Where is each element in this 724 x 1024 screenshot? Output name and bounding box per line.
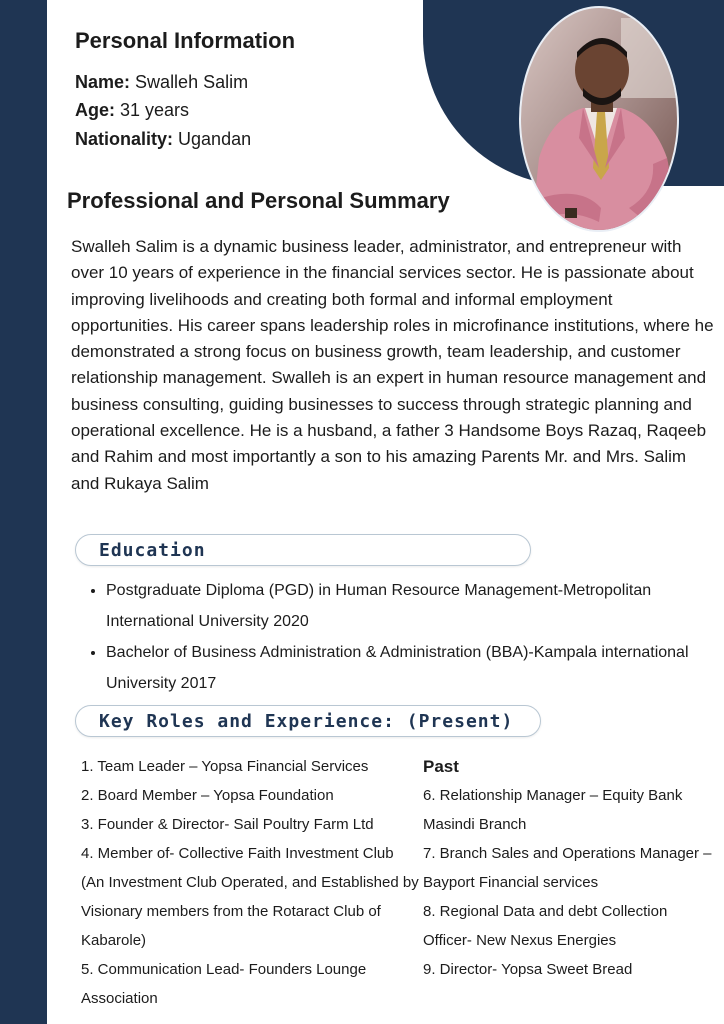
roles-heading: Key Roles and Experience: (Present) [99, 710, 514, 732]
nationality-line [75, 129, 251, 150]
left-accent-bar [0, 0, 47, 1024]
education-list [80, 575, 724, 699]
education-item: • Bachelor of Business Administration & Administration (BBA)-Kampala international University 2017 [106, 637, 724, 699]
role-item: 9. Director- Yopsa Sweet Bread [423, 961, 633, 978]
age-value: 31 years [120, 100, 190, 120]
education-item: • Postgraduate Diploma (PGD) in Human Resource Management-Metropolitan International University 2020 [106, 575, 724, 637]
education-heading: Education [99, 539, 206, 561]
name-line [75, 72, 248, 93]
portrait-photo-icon [521, 8, 679, 232]
role-item: 2. Board Member – Yopsa Foundation [81, 787, 334, 804]
present-roles-list [81, 752, 421, 1013]
past-roles-list [423, 752, 713, 984]
summary-heading: Professional and Personal Summary [67, 188, 450, 213]
nationality-value: Ugandan [178, 129, 252, 149]
summary-text: Swalleh Salim is a dynamic business leader, administrator, and entrepreneur with over 10 years of experience in the financial services sector. He is passionate about improving livelihoods and creating both formal and informal employment opportunities. His career spans leadership roles in microfinance institutions, where he demonstrated a strong focus on business growth, team leadership, and customer relationship management. Swalleh is an expert in human resource management and business consulting, guiding businesses to success through strategic planning and operational excellence. He is a husband, a father 3 Handsome Boys Razaq, Raqeeb and Rahim and most importantly a son to his amazing Parents Mr. and Mrs. Salim and Rukaya Salim [71, 237, 714, 493]
name-value: Swalleh Salim [135, 72, 249, 92]
roles-header [75, 705, 541, 737]
nationality-label: Nationality: [75, 129, 174, 149]
role-item: 1. Team Leader – Yopsa Financial Services [81, 758, 369, 775]
role-item: 6. Relationship Manager – Equity Bank Masindi Branch [423, 787, 683, 833]
education-header [75, 534, 531, 566]
past-heading: Past [423, 757, 459, 776]
role-item: 3. Founder & Director- Sail Poultry Farm Ltd [81, 816, 374, 833]
profile-photo [519, 6, 679, 232]
personal-info-heading: Personal Information [75, 28, 296, 53]
age-line [75, 100, 189, 121]
role-item: 8. Regional Data and debt Collection Officer- New Nexus Energies [423, 903, 668, 949]
age-label: Age: [75, 100, 115, 120]
role-item: 5. Communication Lead- Founders Lounge Association [81, 961, 367, 1007]
role-item: 4. Member of- Collective Faith Investment Club (An Investment Club Operated, and Established by Visionary members from the Rotaract Club of Kabarole) [81, 845, 419, 949]
name-label: Name: [75, 72, 131, 92]
role-item: 7. Branch Sales and Operations Manager – Bayport Financial services [423, 845, 712, 891]
